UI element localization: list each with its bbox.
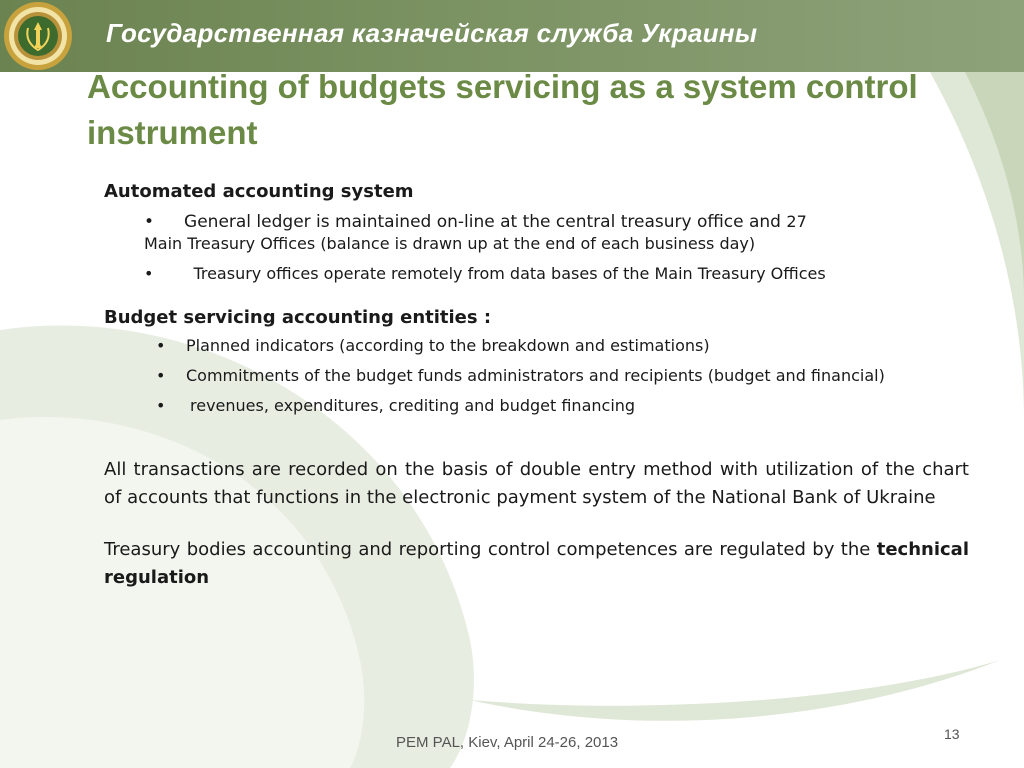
paragraph-technical-regulation <box>104 536 969 592</box>
bullet-icon: • <box>156 396 166 415</box>
paragraph-text: Treasury bodies accounting and reporting control competences are regulated by the <box>104 539 877 560</box>
bottom-swoosh <box>470 660 1000 721</box>
bullet-text: revenues, expenditures, crediting and budget financing <box>190 396 636 415</box>
org-name: Государственная казначейская служба Украины <box>106 18 758 48</box>
bullet-icon: • <box>144 264 154 283</box>
slide-content <box>104 178 969 592</box>
section-heading-entities: Budget servicing accounting entities : <box>104 307 492 328</box>
bullet-icon: • <box>156 366 166 385</box>
bullet-icon: • <box>144 212 155 232</box>
bullet-text: General ledger is maintained on-line at the central treasury office and <box>184 212 787 232</box>
page-number: 13 <box>944 726 960 742</box>
paragraph-double-entry: All transactions are recorded on the basis of double entry method with utilization of the chart of accounts that functions in the electronic payment system of the National Bank of Ukraine <box>104 459 969 508</box>
bullet-number: 27 <box>786 212 807 231</box>
bullet-text: Commitments of the budget funds administrators and recipients (budget and financial) <box>186 366 885 385</box>
bullet-planned-indicators <box>104 334 969 358</box>
section-heading-automated: Automated accounting system <box>104 181 414 202</box>
bullet-revenues <box>104 394 969 418</box>
bullet-general-ledger <box>104 210 969 234</box>
bullet-text: Planned indicators (according to the breakdown and estimations) <box>186 336 710 355</box>
bullet-commitments <box>104 364 969 388</box>
slide-title-line-2: instrument <box>87 114 258 151</box>
slide-title-line-1: Accounting of budgets servicing as a system control <box>87 68 918 105</box>
treasury-emblem-icon <box>2 0 74 72</box>
bullet-treasury-offices <box>104 262 969 286</box>
slide-title <box>87 64 987 156</box>
bullet-icon: • <box>156 336 166 355</box>
technical-regulation-bold: technical regulation <box>104 539 969 588</box>
bullet-text: Treasury offices operate remotely from data bases of the Main Treasury Offices <box>193 264 826 283</box>
footer-event: PEM PAL, Kiev, April 24-26, 2013 <box>396 734 619 751</box>
bullet-general-ledger-continuation: Main Treasury Offices (balance is drawn up at the end of each business day) <box>144 234 756 253</box>
